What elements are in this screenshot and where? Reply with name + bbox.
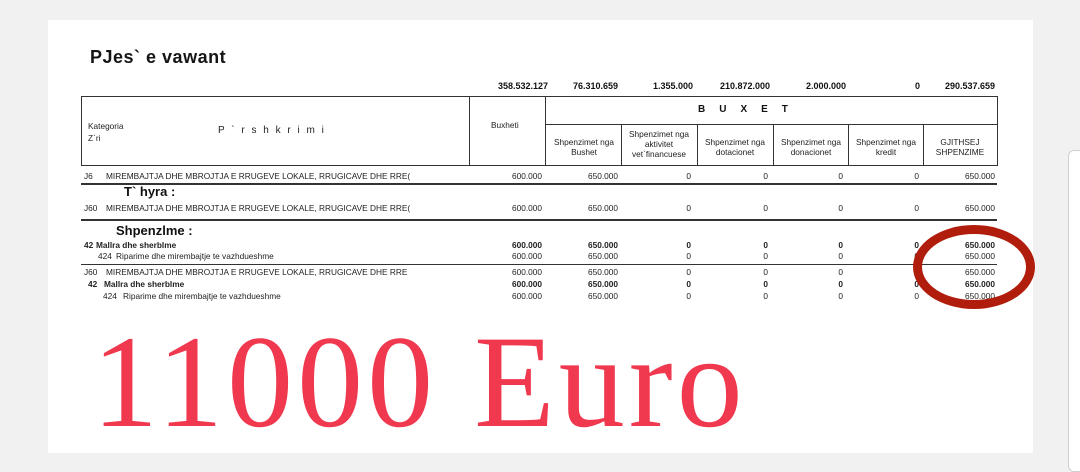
budget-label: BUXET	[698, 104, 802, 115]
kategoria-label: Kategoria	[88, 121, 124, 131]
table-header-bottom-border	[81, 165, 997, 166]
overlay-amount-text: 11000 Euro	[92, 308, 747, 455]
row-code: 42	[84, 240, 94, 250]
row-desc: MIREMBAJTJA DHE MBROJTJA E RRUGEVE LOKALE, RRUGICAVE DHE RRE	[106, 267, 408, 277]
row-aktivitet: 0	[686, 291, 691, 301]
budget-divider	[545, 124, 997, 125]
row-donacionet: 0	[838, 267, 843, 277]
table-right-border	[997, 96, 998, 166]
row-dotacionet: 0	[763, 203, 768, 213]
row-dotacionet: 0	[763, 251, 768, 261]
row-kredit: 0	[914, 251, 919, 261]
row-gjithsej: 650.000	[965, 171, 995, 181]
row-code: 42	[88, 279, 98, 289]
row-donacionet: 0	[838, 203, 843, 213]
row-buxheti: 600.000	[512, 251, 542, 261]
row-bushet: 650.000	[588, 279, 618, 289]
row-separator	[81, 219, 997, 221]
section-shpenzime: Shpenzlme :	[116, 223, 193, 238]
subheader-bushet: Shpenzimet nga Bushet	[554, 137, 614, 157]
col-border-4	[848, 124, 849, 166]
row-buxheti: 600.000	[512, 203, 542, 213]
table-top-border	[81, 96, 997, 97]
row-desc: MIREMBAJTJA DHE MBROJTJA E RRUGEVE LOKALE, RRUGICAVE DHE RRE(	[106, 203, 411, 213]
row-code: J60	[84, 267, 98, 277]
row-dotacionet: 0	[763, 171, 768, 181]
buxheti-col-border	[545, 96, 546, 166]
section-hyra: T` hyra :	[124, 184, 176, 199]
col-border-2	[697, 124, 698, 166]
row-desc: Mallra dhe sherblme	[96, 240, 177, 250]
subheader-donacionet: Shpenzimet nga donacionet	[781, 137, 841, 157]
row-gjithsej: 650.000	[965, 240, 995, 250]
total-aktivitet: 1.355.000	[652, 81, 693, 91]
subheader-aktivitet: Shpenzimet nga aktivitet vet`financuese	[629, 129, 689, 159]
col-border-3	[773, 124, 774, 166]
row-gjithsej: 650.000	[965, 203, 995, 213]
row-bushet: 650.000	[588, 171, 618, 181]
row-desc: Riparime dhe mirembajtje te vazhdueshme	[116, 251, 274, 261]
buxheti-label: Buxheti	[491, 120, 519, 130]
row-kredit: 0	[914, 279, 919, 289]
row-code: 424	[103, 291, 117, 301]
total-dotacionet: 210.872.000	[719, 81, 770, 91]
row-buxheti: 600.000	[512, 171, 542, 181]
row-separator	[81, 264, 997, 265]
row-aktivitet: 0	[686, 171, 691, 181]
subheader-dotacionet: Shpenzimet nga dotacionet	[705, 137, 765, 157]
row-buxheti: 600.000	[512, 291, 542, 301]
row-kredit: 0	[914, 203, 919, 213]
row-gjithsej: 650.000	[965, 267, 995, 277]
row-aktivitet: 0	[686, 203, 691, 213]
pershkrimi-label: P ` r s h k r i m i	[218, 125, 326, 136]
row-donacionet: 0	[838, 240, 843, 250]
row-kredit: 0	[914, 171, 919, 181]
col-border-5	[923, 124, 924, 166]
row-code: J6	[84, 171, 93, 181]
row-donacionet: 0	[838, 171, 843, 181]
row-gjithsej: 650.000	[965, 291, 995, 301]
row-code: 424	[98, 251, 112, 261]
row-bushet: 650.000	[588, 203, 618, 213]
table-left-border	[81, 96, 82, 166]
total-buxheti: 358.532.127	[497, 81, 548, 91]
row-gjithsej: 650.000	[965, 279, 995, 289]
row-desc: Mallra dhe sherblme	[104, 279, 185, 289]
col-border-1	[621, 124, 622, 166]
row-buxheti: 600.000	[512, 279, 542, 289]
row-dotacionet: 0	[763, 291, 768, 301]
row-bushet: 650.000	[588, 240, 618, 250]
subheader-gjithsej: GJITHSEJ SHPENZIME	[935, 137, 985, 157]
row-aktivitet: 0	[686, 251, 691, 261]
row-separator	[81, 183, 997, 185]
row-kredit: 0	[914, 267, 919, 277]
row-desc: MIREMBAJTJA DHE MBROJTJA E RRUGEVE LOKALE, RRUGICAVE DHE RRE(	[106, 171, 411, 181]
subheader-kredit: Shpenzimet nga kredit	[856, 137, 916, 157]
row-dotacionet: 0	[763, 267, 768, 277]
side-panel	[1068, 150, 1080, 472]
row-kredit: 0	[914, 240, 919, 250]
total-donacionet: 2.000.000	[805, 81, 846, 91]
page-title: PJes` e vawant	[90, 47, 227, 67]
row-bushet: 650.000	[588, 267, 618, 277]
row-aktivitet: 0	[686, 279, 691, 289]
row-buxheti: 600.000	[512, 240, 542, 250]
total-bushet: 76.310.659	[572, 81, 618, 91]
row-donacionet: 0	[838, 291, 843, 301]
row-buxheti: 600.000	[512, 267, 542, 277]
total-gjithsej: 290.537.659	[944, 81, 995, 91]
row-dotacionet: 0	[763, 279, 768, 289]
desc-col-border	[469, 96, 470, 166]
total-kredit: 0	[914, 81, 920, 91]
row-donacionet: 0	[838, 279, 843, 289]
row-aktivitet: 0	[686, 240, 691, 250]
row-bushet: 650.000	[588, 251, 618, 261]
row-dotacionet: 0	[763, 240, 768, 250]
highlight-ring	[913, 225, 1035, 309]
row-bushet: 650.000	[588, 291, 618, 301]
row-code: J60	[84, 203, 98, 213]
row-donacionet: 0	[838, 251, 843, 261]
row-gjithsej: 650.000	[965, 251, 995, 261]
row-aktivitet: 0	[686, 267, 691, 277]
zri-label: Z`ri	[88, 133, 101, 143]
row-kredit: 0	[914, 291, 919, 301]
row-desc: Riparime dhe mirembajtje te vazhdueshme	[123, 291, 281, 301]
